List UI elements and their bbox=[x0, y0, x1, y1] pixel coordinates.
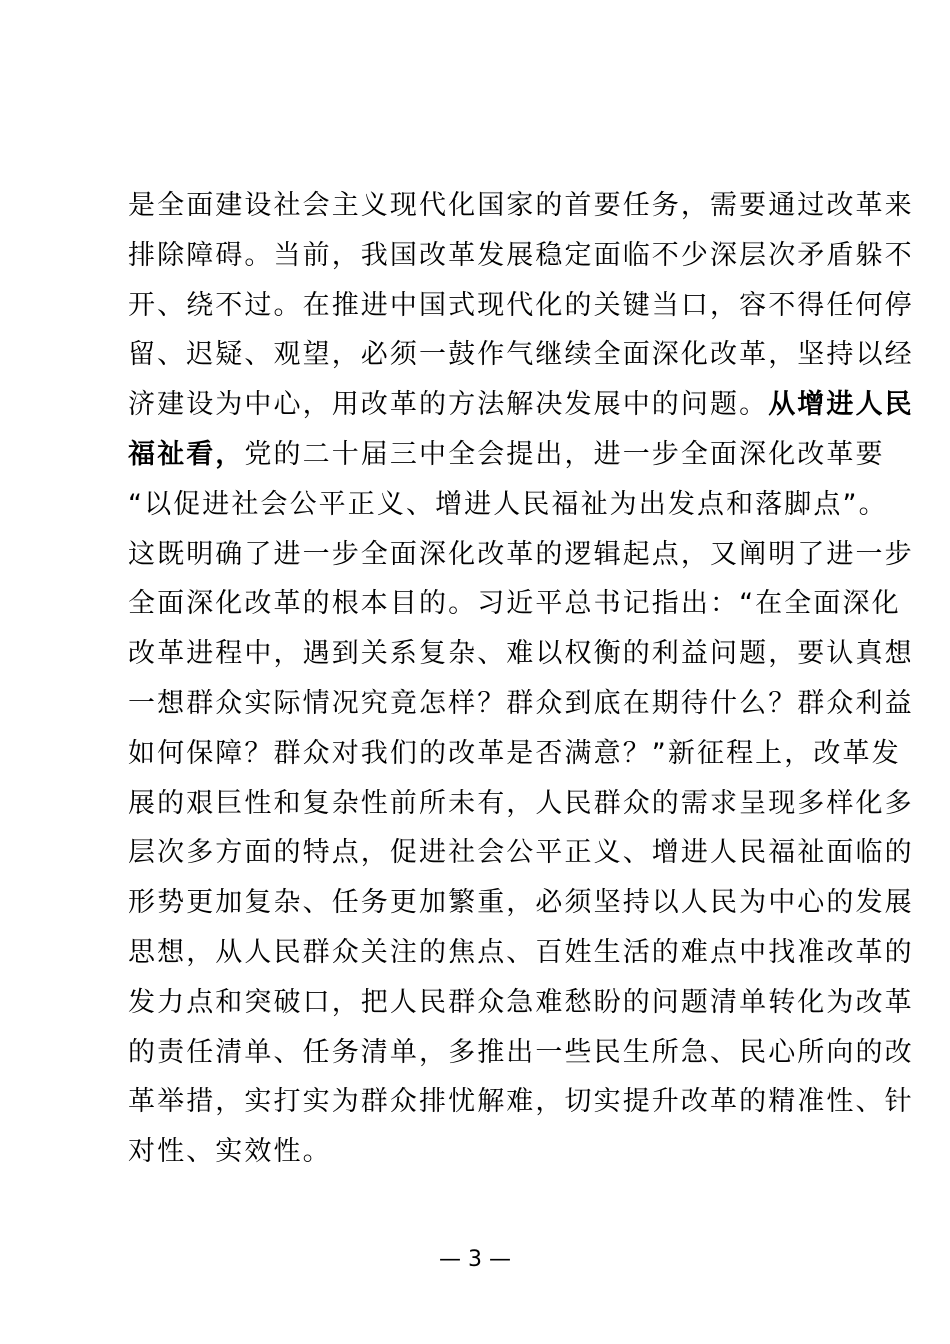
text-line bbox=[128, 231, 914, 281]
text-line bbox=[128, 430, 885, 480]
body-text-segment: 全面深化改革的根本目的。习近平总书记指出：“在全面深化 bbox=[128, 588, 901, 620]
body-text-segment: 的责任清单、任务清单，多推出一些民生所急、民心所向的改 bbox=[128, 1036, 914, 1068]
text-line bbox=[128, 978, 914, 1028]
body-text-segment: 思想，从人民群众关注的焦点、百姓生活的难点中找准改革的 bbox=[128, 936, 914, 968]
text-line bbox=[128, 878, 914, 928]
body-text-segment: 留、迟疑、观望，必须一鼓作气继续全面深化改革，坚持以经 bbox=[128, 339, 914, 371]
body-text-segment: 对性、实效性。 bbox=[128, 1136, 332, 1168]
text-line bbox=[128, 1127, 832, 1177]
text-line bbox=[128, 530, 914, 580]
text-line bbox=[128, 779, 914, 829]
text-line bbox=[128, 1028, 914, 1078]
text-line bbox=[128, 281, 914, 331]
body-text-segment: 排除障碍。当前，我国改革发展稳定面临不少深层次矛盾躲不 bbox=[128, 239, 914, 271]
text-line bbox=[128, 729, 901, 779]
body-text-segment: 形势更加复杂、任务更加繁重，必须坚持以人民为中心的发展 bbox=[128, 887, 914, 919]
body-text-segment: 如何保障？群众对我们的改革是否满意？”新征程上，改革发 bbox=[128, 737, 901, 769]
body-text-segment: 一想群众实际情况究竟怎样？群众到底在期待什么？群众利益 bbox=[128, 687, 914, 719]
bold-heading-text: 福祉看， bbox=[128, 438, 245, 470]
text-line bbox=[128, 629, 914, 679]
text-line bbox=[128, 380, 914, 430]
body-text-segment: “以促进社会公平正义、增进人民福祉为出发点和落脚点”。 bbox=[128, 488, 888, 520]
body-text-segment: 层次多方面的特点，促进社会公平正义、增进人民福祉面临的 bbox=[128, 837, 914, 869]
text-line bbox=[128, 579, 901, 629]
body-text-segment: 展的艰巨性和复杂性前所未有，人民群众的需求呈现多样化多 bbox=[128, 787, 914, 819]
body-text-segment: 发力点和突破口，把人民群众急难愁盼的问题清单转化为改革 bbox=[128, 986, 914, 1018]
bold-heading-text: 从增进人民 bbox=[768, 389, 914, 421]
text-line bbox=[128, 928, 914, 978]
body-text-segment: 革举措，实打实为群众排忧解难，切实提升改革的精准性、针 bbox=[128, 1086, 914, 1118]
text-line bbox=[128, 1077, 914, 1127]
body-text-segment: 是全面建设社会主义现代化国家的首要任务，需要通过改革来 bbox=[128, 190, 914, 221]
text-line bbox=[128, 679, 914, 729]
body-paragraph bbox=[128, 181, 914, 1177]
page-number: — 3 — bbox=[439, 1247, 511, 1272]
body-text-segment: 开、绕不过。在推进中国式现代化的关键当口，容不得任何停 bbox=[128, 289, 914, 321]
text-line bbox=[128, 181, 914, 231]
body-text-segment: 党的二十届三中全会提出，进一步全面深化改革要 bbox=[244, 438, 885, 470]
text-line bbox=[128, 480, 888, 530]
body-text-segment: 济建设为中心，用改革的方法解决发展中的问题。 bbox=[128, 389, 769, 421]
body-text-segment: 这既明确了进一步全面深化改革的逻辑起点，又阐明了进一步 bbox=[128, 538, 914, 570]
text-line bbox=[128, 330, 914, 380]
text-line bbox=[128, 828, 914, 878]
body-text-segment: 改革进程中，遇到关系复杂、难以权衡的利益问题，要认真想 bbox=[128, 638, 914, 670]
